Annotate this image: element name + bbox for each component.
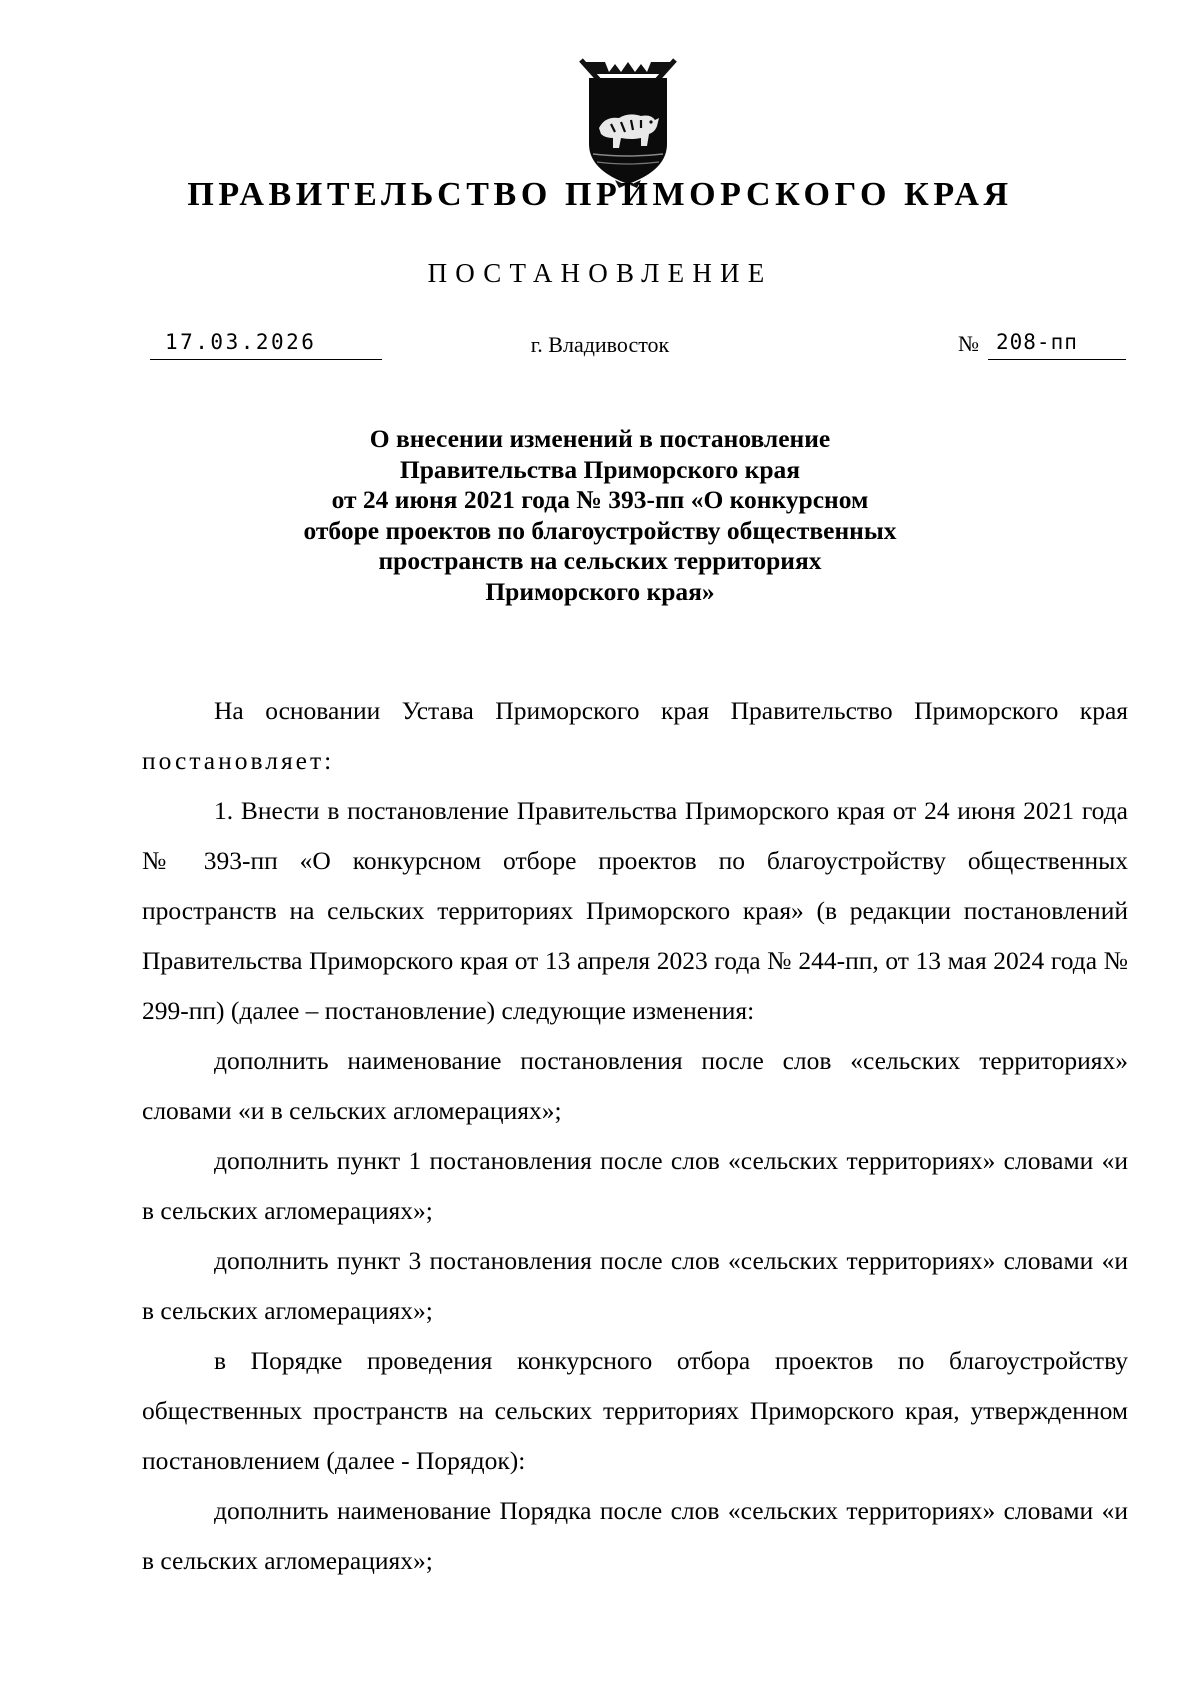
title-line: Правительства Приморского края: [399, 454, 801, 484]
document-type: ПОСТАНОВЛЕНИЕ: [427, 258, 773, 288]
intro-text: На основании Устава Приморского края Правительство Приморского края: [214, 696, 1128, 725]
number-sign: №: [958, 331, 979, 356]
coat-of-arms-icon: [575, 58, 681, 188]
paragraph-intro: [142, 686, 1128, 786]
document-number: [958, 330, 1126, 360]
document-meta: [0, 330, 1200, 364]
title-line: от 24 июня 2021 года № 393-пп «О конкурсном: [331, 485, 869, 514]
document-title: [200, 424, 1000, 607]
paragraph-1: 1. Внести в постановление Правительства Приморского края от 24 июня 2021 года № 393-пп «О конкурсном отборе проектов по благоустройству общественных пространств на сельских территориях Приморского края» (в редакции постановлений Правительства Приморского края от 13 апреля 2023 года № 244-пп, от 13 мая 2024 года № 299-пп) (далее – постановление) следующие изменения:: [142, 796, 1128, 1025]
intro-decision-word: постановляет:: [142, 746, 335, 775]
title-line: Приморского края»: [485, 576, 715, 606]
title-line: отборе проектов по благоустройству общественных: [303, 515, 897, 545]
paragraph-4: дополнить пункт 3 постановления после слов «сельских территориях» словами «и в сельских агломерациях»;: [142, 1246, 1128, 1325]
organization-name: ПРАВИТЕЛЬСТВО ПРИМОРСКОГО КРАЯ: [187, 176, 1013, 213]
paragraph-6: дополнить наименование Порядка после слов «сельских территориях» словами «и в сельских агломерациях»;: [142, 1496, 1128, 1575]
document-body: [142, 686, 1128, 1586]
paragraph-2: дополнить наименование постановления после слов «сельских территориях» словами «и в сельских агломерациях»;: [142, 1046, 1128, 1125]
document-date: 17.03.2026: [150, 330, 382, 360]
paragraph-3: дополнить пункт 1 постановления после слов «сельских территориях» словами «и в сельских агломерациях»;: [142, 1146, 1128, 1225]
paragraph-5: в Порядке проведения конкурсного отбора проектов по благоустройству общественных пространств на сельских территориях Приморского края, утвержденном постановлением (далее - Порядок):: [142, 1346, 1128, 1475]
document-city: г. Владивосток: [530, 332, 670, 357]
title-line: О внесении изменений в постановление: [369, 424, 831, 453]
number-value: 208-пп: [988, 330, 1126, 360]
title-line: пространств на сельских территориях: [378, 546, 822, 575]
